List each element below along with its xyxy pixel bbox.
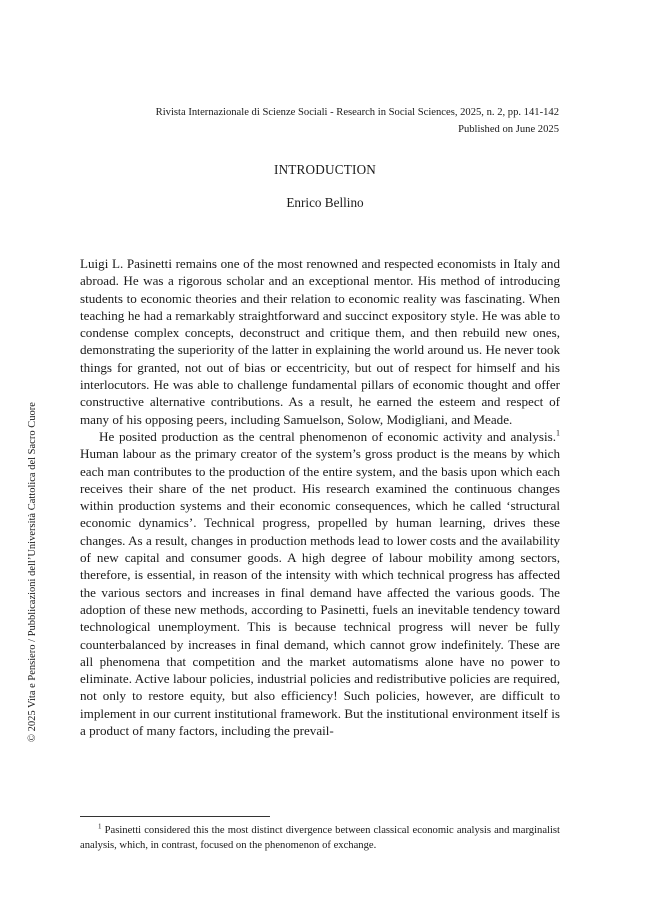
footnote-number: 1 [98, 822, 102, 831]
article-title: INTRODUCTION [273, 162, 377, 177]
side-copyright: © 2025 Vita e Pensiero / Pubblicazioni dell’Università Cattolica del Sacro Cuore [27, 402, 38, 742]
paragraph-2-rest: Human labour as the primary creator of the system’s gross product is the means by which each man contributes to the production of the entire system, and the basis upon which each receives their share of the net product. His research examined the continuous changes within production systems and their economic consequences, which he called ‘structural economic dynamics’. Technical progress, propelled by human learning, drives these changes. As a result, changes in production methods lead to lower costs and the availability of new capital and consumer goods. A high degree of labour mobility among sectors, therefore, is essential, in reason of the intensity with which technical progress has affected the various sectors and increases in final demand have affected the various goods. The adoption of these new methods, according to Pasinetti, fuels an inevitable tendency toward technological unemployment. This is because technical progress will never be fully counterbalanced by increases in final demand, which cannot grow indefinitely. These are all phenomena that competition and the market automatisms alone have no power to eliminate. Active labour policies, industrial policies and redistributive policies are required, not only to restore equity, but also efficiency! Such policies, however, are difficult to implement in our current institutional framework. But the institutional environment itself is a product of many factors, including the prevail- [80, 446, 560, 739]
footnote [80, 823, 560, 853]
article-body [80, 255, 560, 739]
footnote-divider [80, 816, 270, 817]
footnote-reference: 1 [556, 428, 560, 438]
journal-citation: Rivista Internazionale di Scienze Sociali - Research in Social Sciences, 2025, n. 2, pp. 141-142 [155, 107, 559, 118]
paragraph-2 [80, 428, 560, 739]
footnote-text: Pasinetti considered this the most distinct divergence between classical economic analysis and marginalist analysis, which, in contrast, focused on the phenomenon of exchange. [80, 825, 560, 851]
paragraph-1: Luigi L. Pasinetti remains one of the most renowned and respected economists in Italy and abroad. He was a rigorous scholar and an exceptional mentor. His method of introducing students to economic theories and their relation to economic reality was fascinating. When teaching he had a remarkably straightforward and succinct expository style. He was able to condense complex concepts, deconstruct and critique them, and then rebuild new ones, demonstrating the superiority of the latter in explaining the world around us. He never took things for granted, not out of bias or eccentricity, but out of respect for himself and his interlocutors. He was able to challenge fundamental pillars of economic thought and offer constructive alternative contributions. As a result, he earned the esteem and respect of many of his opposing peers, including Samuelson, Solow, Modigliani, and Meade. [80, 256, 560, 427]
paragraph-2-start: He posited production as the central phenomenon of economic activity and analysis. [99, 428, 556, 444]
publication-date: Published on June 2025 [458, 124, 559, 135]
article-author: Enrico Bellino [286, 195, 364, 210]
